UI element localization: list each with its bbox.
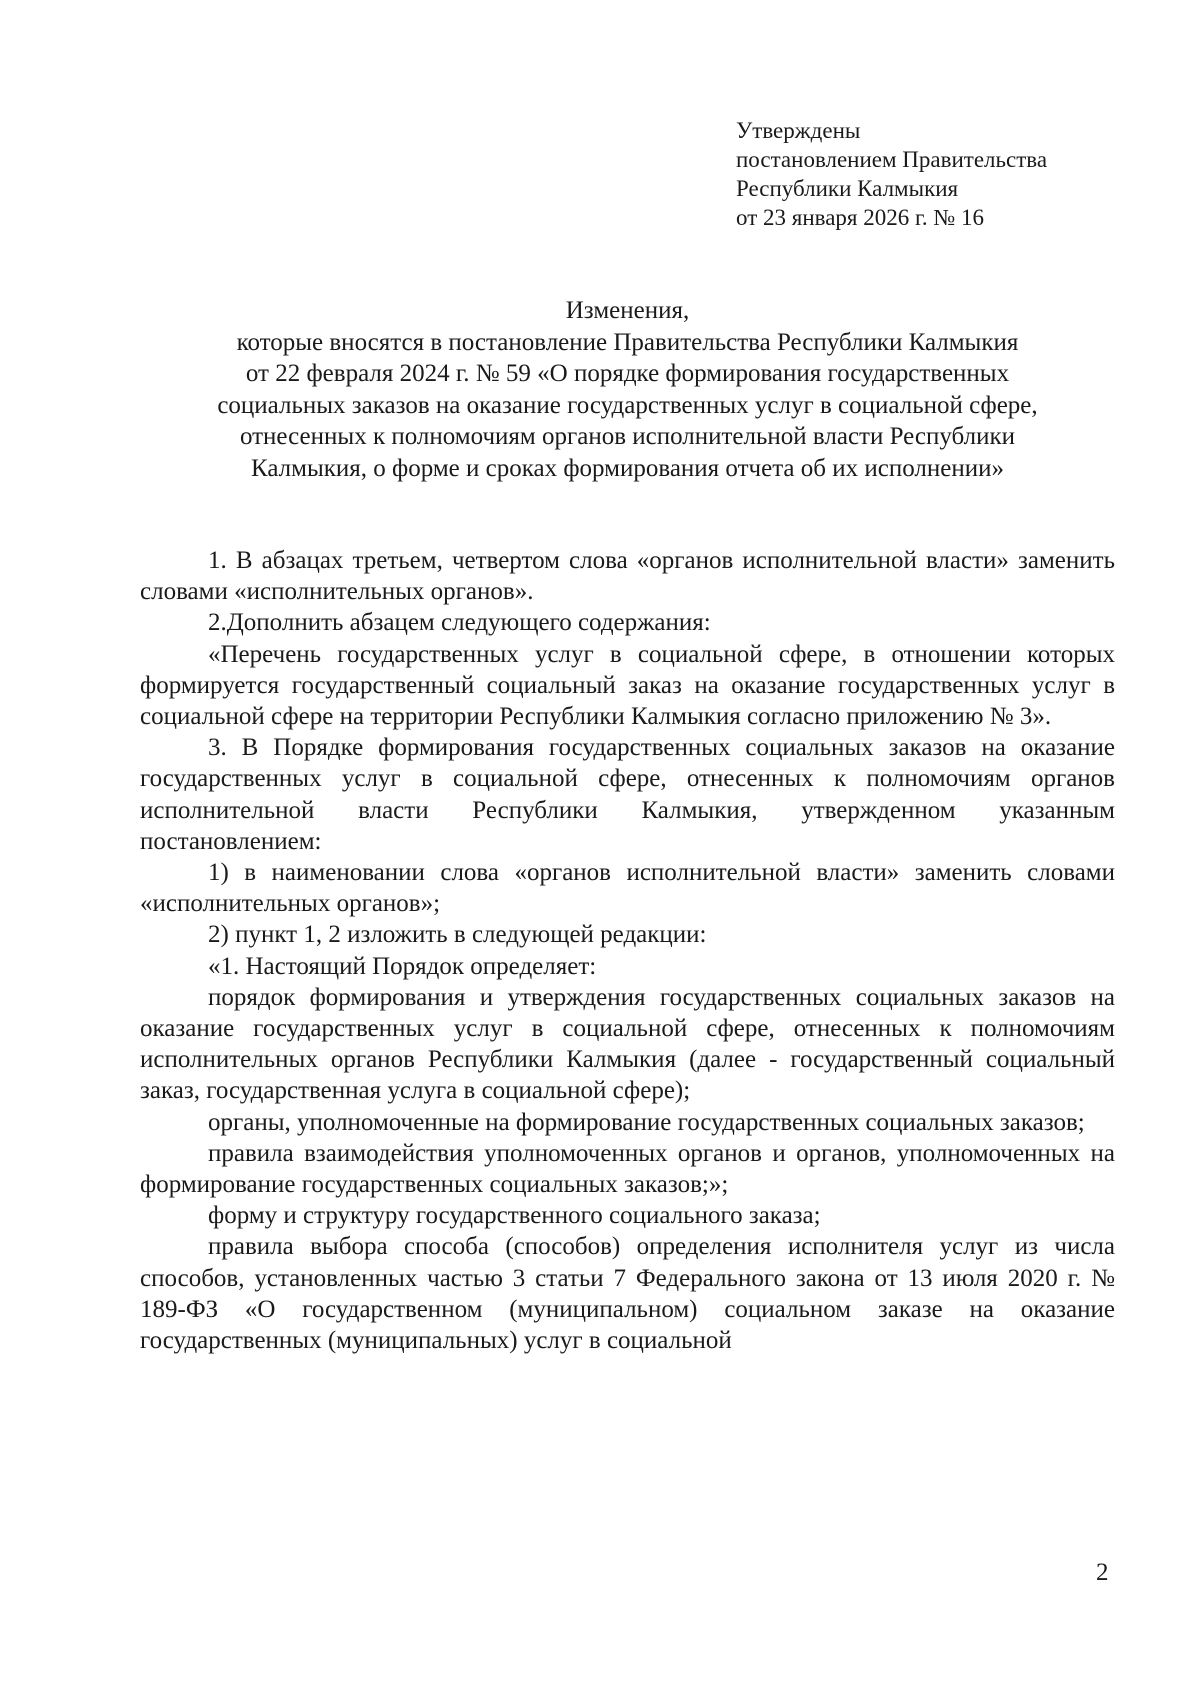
page-number: 2 [1096,1559,1109,1586]
body-paragraph: «Перечень государственных услуг в социальной сфере, в отношении которых формируется государственный социальный заказ на оказание государственных услуг в социальной сфере на территории Республики Калмыкия согласно приложению № 3». [140,640,1115,731]
approval-line: от 23 января 2026 г. № 16 [736,205,985,230]
body-paragraph: 3. В Порядке формирования государственных социальных заказов на оказание государственных услуг в социальной сфере, отнесенных к полномочиям органов исполнительной власти Республики Калмыкия, утвержденном указанным постановлением: [140,734,1115,855]
body-paragraph: правила взаимодействия уполномоченных органов и органов, уполномоченных на формирование государственных социальных заказов;»; [140,1139,1115,1199]
title-line: социальных заказов на оказание государственных услуг в социальной сфере, [217,391,1038,419]
title-line: Калмыкия, о форме и сроках формирования отчета об их исполнении» [250,454,1004,482]
title-line: отнесенных к полномочиям органов исполнительной власти Республики [239,423,1016,450]
body-paragraph: правила выбора способа (способов) определения исполнителя услуг из числа способов, установленных частью 3 статьи 7 Федерального закона от 13 июля 2020 г. № 189-ФЗ «О государственном (муниципальном) социальном заказе на оказание государственных (муниципальных) услуг в социальной [140,1233,1115,1355]
title-line: которые вносятся в постановление Правительства Республики Калмыкия [236,328,1019,356]
body-paragraph: органы, уполномоченные на формирование государственных социальных заказов; [208,1108,1085,1136]
body-paragraph: форму и структуру государственного социального заказа; [208,1202,821,1230]
body-paragraph: 1. В абзацах третьем, четвертом слова «органов исполнительной власти» заменить словами «исполнительных органов». [140,547,1115,606]
approval-line: постановлением Правительства [736,147,1048,172]
body-paragraph: 2.Дополнить абзацем следующего содержания: [208,609,711,637]
body-paragraph: «1. Настоящий Порядок определяет: [208,952,597,980]
document-body [140,545,1115,1356]
approval-line: Республики Калмыкия [736,176,959,201]
body-paragraph: 1) в наименовании слова «органов исполнительной власти» заменить словами «исполнительных органов»; [140,859,1115,918]
body-paragraph: 2) пункт 1, 2 изложить в следующей редакции: [208,921,707,949]
approval-line: Утверждены [736,118,861,143]
body-paragraph: порядок формирования и утверждения государственных социальных заказов на оказание государственных услуг в социальной сфере, отнесенных к полномочиям исполнительных органов Республики Калмыкия (далее - государственный социальный заказ, государственная услуга в социальной сфере); [140,983,1115,1105]
document-title [140,295,1115,484]
approval-stamp-block [736,116,1047,232]
title-line: от 22 февраля 2024 г. № 59 «О порядке формирования государственных [245,360,1010,387]
title-line: Изменения, [565,297,690,324]
